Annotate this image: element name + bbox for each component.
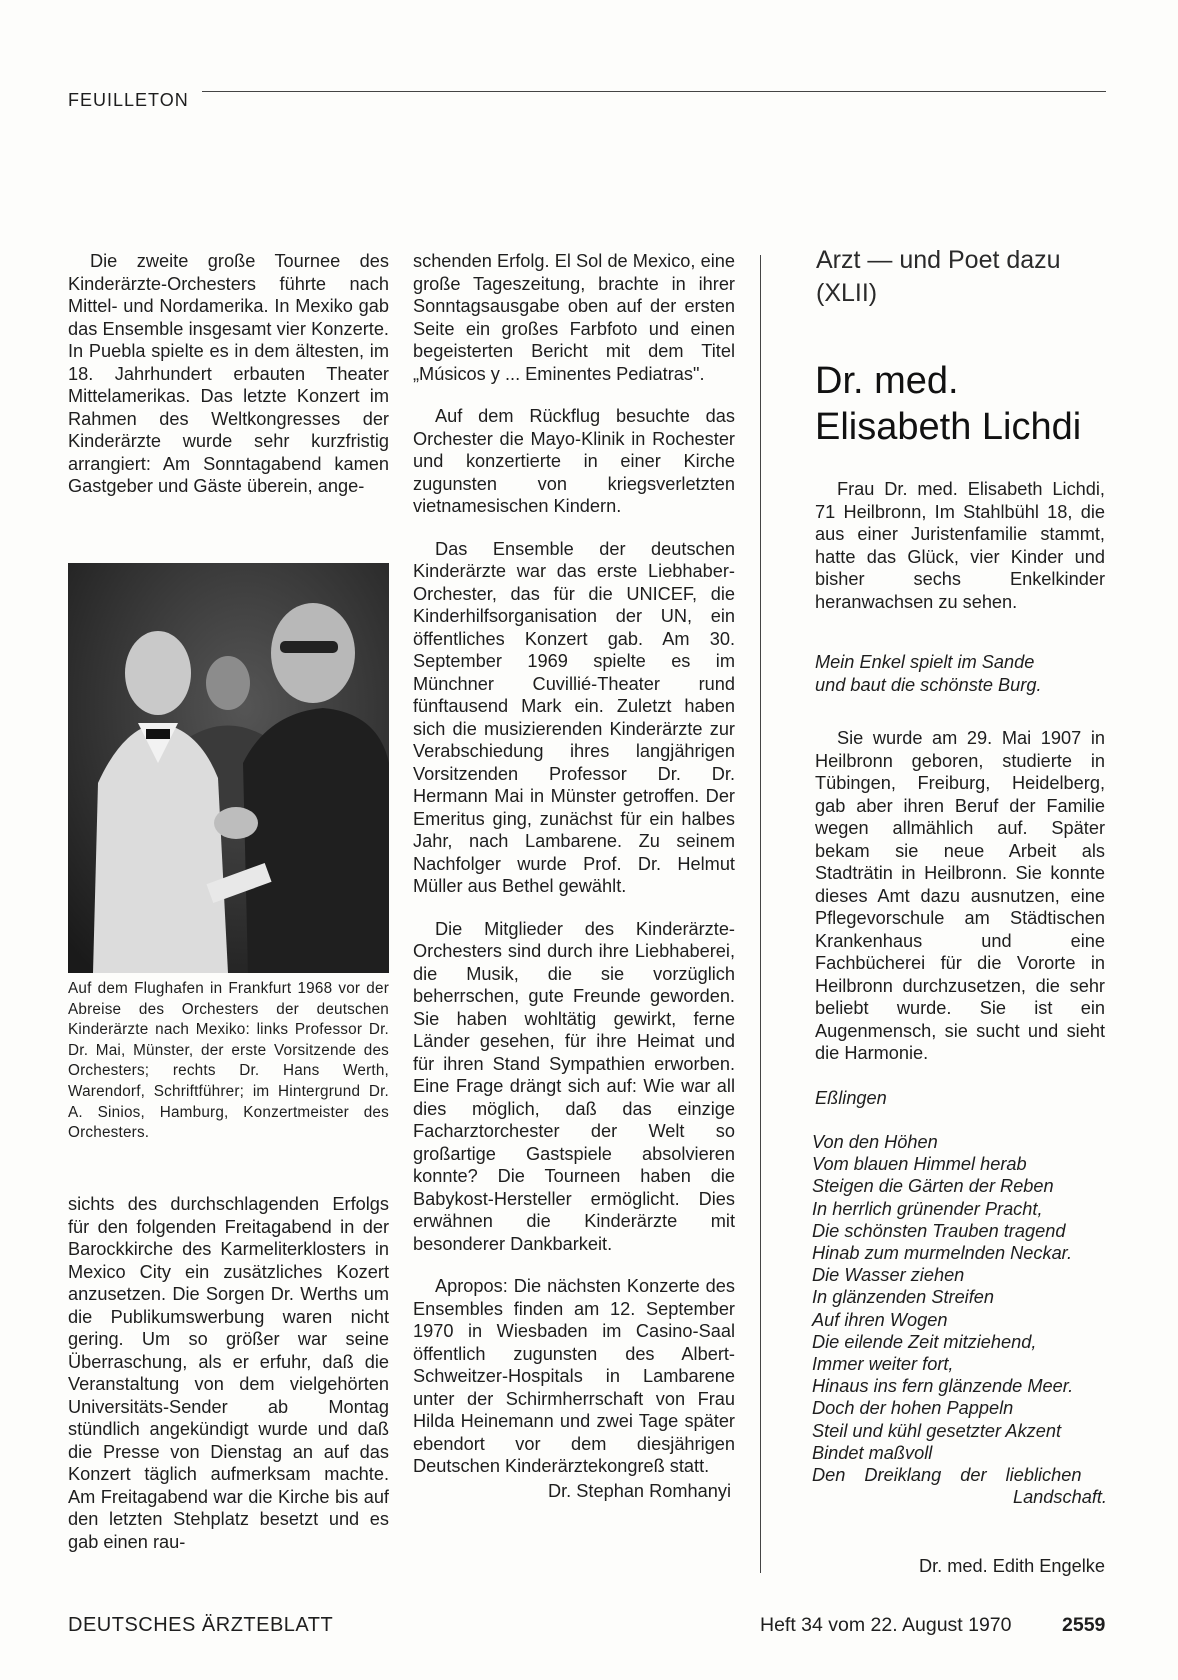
verse-line: und baut die schönste Burg. [815,674,1042,695]
section-label: FEUILLETON [68,90,189,110]
article-author: Dr. Stephan Romhanyi [548,1480,731,1501]
article-column-1 [68,250,389,518]
poem-line: Steigen die Gärten der Reben [812,1176,1054,1197]
poem-line: Die eilende Zeit mitziehend, [812,1331,1037,1352]
verse-quote [815,651,1105,696]
poem-line: Von den Höhen [812,1132,938,1152]
poem-line: Immer weiter fort, [812,1354,954,1375]
bio-block [815,727,1105,1085]
paragraph: Auf dem Rückflug besuchte das Orchester die Mayo-Klinik in Rochester und konzertierte in einer Kirche zugunsten von kriegsverletzten vietnamesischen Kindern. [413,406,735,516]
intro-paragraph-block [815,478,1105,633]
series-title: Arzt — und Poet dazu (XLII) [816,246,1061,307]
poem-line: In glänzenden Streifen [812,1287,995,1308]
article-photo [68,563,389,973]
poem-line: In herrlich grünender Pracht, [812,1198,1043,1219]
poem-line: Vom blauen Himmel herab [812,1154,1027,1175]
article-title: Dr. med. Elisabeth Lichdi [815,360,1082,448]
paragraph: Frau Dr. med. Elisabeth Lichdi, 71 Heilbronn, Im Stahlbühl 18, die aus einer Juristenfamilie stammt, hatte das Glück, vier Kinder und bisher sechs Enkelkinder heranwachsen zu sehen. [815,479,1105,612]
poem-line: Die schönsten Trauben tragend [812,1220,1066,1241]
article-column-1-continued [68,1193,389,1573]
page-number: 2559 [1062,1614,1106,1636]
paragraph: Sie wurde am 29. Mai 1907 in Heilbronn geboren, studierte in Tübingen, Freiburg, Heidelberg, gab aber ihren Beruf der Familie wegen allmählich auf. Später bekam sie neue Arbeit als Stadträtin in Heilbronn. Sie konnte dieses Amt dazu ausnutzen, eine Pflegevorschule am Städtischen Krankenhaus und eine Fachbücherei für die Vororte in Heilbronn durchzusetzen, die sehr beliebt wurde. Sie ist ein Augenmensch, sie sucht und sieht die Harmonie. [815,728,1105,1063]
issue-info: Heft 34 vom 22. August 1970 [760,1614,1012,1636]
journal-name: DEUTSCHES ÄRZTEBLATT [68,1614,334,1636]
article-column-2 [413,250,735,1502]
photo-image [68,563,389,973]
poem-title: Eßlingen [815,1088,887,1108]
paragraph: Die zweite große Tournee des Kinderärzte-Orchesters führte nach Mittel- und Nordamerika. In Mexiko gab das Ensemble insgesamt vier Konzerte. In Puebla spielte es in dem ältesten, im 18. Jahrhundert erbauten Theater Mittelamerikas. Das letzte Konzert im Rahmen des Weltkongresses der Kinderärzte wurde sehr kurzfristig arrangiert: Am Sonntagabend kamen Gastgeber und Gäste überein, ange- [68,251,389,496]
photo-caption: Auf dem Flughafen in Frankfurt 1968 vor der Abreise des Orchesters der deutschen Kinderärzte nach Mexiko: links Professor Dr. Dr. Mai, Münster, der erste Vorsitzende des Orchesters; rechts Dr. Hans Werth, Warendorf, Schriftführer; im Hintergrund Dr. A. Sinios, Hamburg, Konzertmeister des Orchesters. [68,980,389,1142]
column-divider [760,255,761,1573]
poem-line: Landschaft. [1012,1487,1107,1508]
poem-line: Bindet maßvoll [812,1442,933,1463]
header-rule [202,91,1106,92]
poem-line: Doch der hohen Pappeln [812,1398,1014,1419]
poem-author: Dr. med. Edith Engelke [918,1556,1105,1576]
poem-line: Die Wasser ziehen [812,1265,965,1286]
paragraph: Das Ensemble der deutschen Kinderärzte war das erste Liebhaber-Orchester, das für die UNICEF, die Kinderhilfsorganisation der UN, ein öffentliches Konzert gab. Am 30. September 1969 spielte es im Münchner Cuvillié-Theater rund fünftausend Mark ein. Zuletzt haben sich die musizierenden Kinderärzte zur Verabschiedung ihres langjährigen Vorsitzenden Professor Dr. Dr. Hermann Mai in Münster getroffen. Der Emeritus ging, zunächst für ein halbes Jahr, nach Lambarene. Zu seinem Nachfolger wurde Prof. Dr. Helmut Müller aus Bethel gewählt. [413,538,735,896]
paragraph: Die Mitglieder des Kinderärzte-Orchesters sind durch ihre Liebhaberei, die Musik, die sie vorzüglich beherrschen, gute Freunde geworden. Sie haben wohltätig gewirkt, ferne Länder gesehen, für ihre Heimat und für ihren Stand Sympathien erworben. Eine Frage drängt sich auf: Wie war all dies möglich, daß das einzige Facharztorchester der Welt so großartige Gastspiele absolvieren konnte? Die Tourneen haben die Babykost-Hersteller ermöglicht. Dies erwähnen die Kinderärzte mit besonderer Dankbarkeit. [413,918,735,1254]
poem-line: Den Dreiklang der lieblichen [812,1465,1082,1486]
poem-line: Steil und kühl gesetzter Akzent [812,1420,1062,1441]
paragraph: schenden Erfolg. El Sol de Mexico, eine große Tageszeitung, brachte in ihrer Sonntagsausgabe oben auf der ersten Seite ein großes Farbfoto und einen begeisterten Bericht mit dem Titel „Músicos y ... Eminentes Pediatras". [413,251,735,384]
verse-line: Mein Enkel spielt im Sande [815,652,1035,672]
paragraph: sichts des durchschlagenden Erfolgs für den folgenden Freitagabend in der Barockkirche des Karmeliterklosters in Mexico City ein zusätzliches Kozert anzusetzen. Die Sorgen Dr. Werths um die Publikumswerbung waren nicht gering. Um so größer war seine Überraschung, als er erfuhr, daß die Veranstaltung von dem vielgehörten Universitäts-Sender ab Montag stündlich angekündigt wurde und daß die Presse von Dienstag an auf das Konzert täglich aufmerksam machte. Am Freitagabend war die Kirche bis auf den letzten Stehplatz besetzt und es gab einen rau- [68,1194,389,1552]
poem-line: Hinab zum murmelnden Neckar. [812,1243,1073,1264]
poem-line: Hinaus ins fern glänzende Meer. [812,1376,1074,1397]
poem-line: Auf ihren Wogen [812,1309,948,1330]
poem [812,1131,1107,1508]
paragraph: Apropos: Die nächsten Konzerte des Ensembles finden am 12. September 1970 in Wiesbaden im Casino-Saal öffentlich zugunsten des Albert-Schweitzer-Hospitals in Lambarene unter der Schirmherrschaft von Frau Hilda Heinemann und zwei Tage später ebendort vor dem diesjährigen Deutschen Kinderärztekongreß statt. [413,1276,735,1476]
